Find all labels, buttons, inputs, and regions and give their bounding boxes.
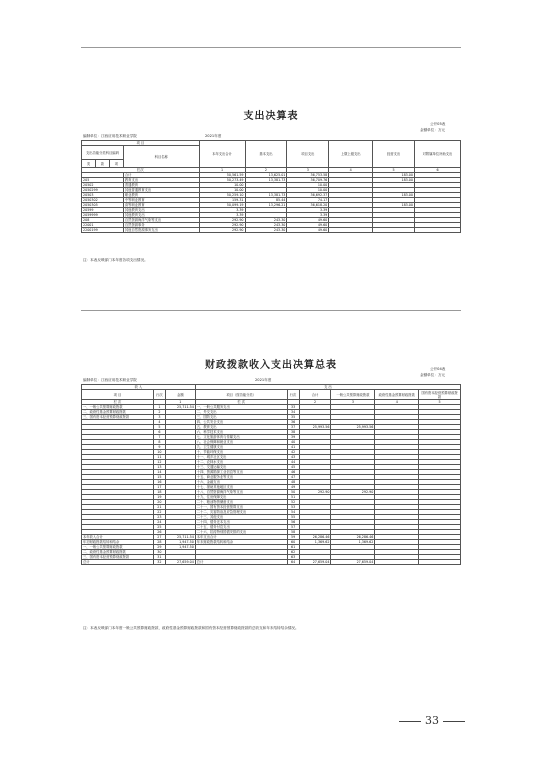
row-total: 25,993.56: [299, 425, 331, 430]
row-income-line: 26: [153, 530, 165, 535]
row-name: 自然资源事务: [123, 223, 199, 228]
row-income-line: 9: [153, 445, 165, 450]
row-code: 2050299: [82, 188, 124, 193]
row-income-line: 10: [153, 450, 165, 455]
row-total: 50,561.59: [199, 173, 245, 178]
row-expense-item: 十、节能环保支出: [195, 450, 287, 455]
doc1-col-subject: 科目名称: [123, 146, 199, 168]
row-name: 其他教育支出: [123, 208, 199, 213]
row-expense-item: 二十、粮油物资储备支出: [195, 500, 287, 505]
doc2-h-income: 收 入: [82, 385, 196, 390]
row-income-amount: 1,947.50: [165, 540, 195, 545]
row-expense-item: 四、公共安全支出: [195, 420, 287, 425]
row-code: 205: [82, 178, 124, 183]
doc2-h-num: 2: [299, 400, 331, 405]
row-income-line: 21: [153, 505, 165, 510]
doc2-h-line: 行次: [153, 390, 165, 400]
doc2-h-expense: 支 出: [195, 385, 460, 390]
row-income-amount: 1,947.50: [165, 545, 195, 550]
row-expense-line: 55: [287, 515, 299, 520]
doc1-col-subsidy: 对附属单位补助支出: [415, 141, 461, 168]
row-expense-item: 十五、商业服务业等支出: [195, 475, 287, 480]
page-number: [395, 714, 469, 727]
row-expense-line: 54: [287, 510, 299, 515]
doc2-table: [81, 384, 461, 565]
doc1-org-label: 编制单位：江西应用技术职业学院: [83, 134, 137, 138]
row-expense-line: 42: [287, 450, 299, 455]
row-total: 292.90: [199, 223, 245, 228]
row-basic: 13,381.73: [245, 193, 287, 198]
row-expense-item: 九、卫生健康支出: [195, 445, 287, 450]
row-basic: 13,625.01: [245, 173, 287, 178]
row-expense-item: 总计: [195, 560, 287, 565]
row-expense-line: 48: [287, 480, 299, 485]
doc1-col-project: 项目支出: [287, 141, 329, 168]
doc1-col-num: 5: [373, 168, 415, 173]
row-expense-line: 35: [287, 415, 299, 420]
doc1-col-num: 3: [287, 168, 329, 173]
row-expense-item: 三、国防支出: [195, 415, 287, 420]
row-expense-line: 53: [287, 505, 299, 510]
row-code: 2050305: [82, 203, 124, 208]
row-project: 10.00: [287, 183, 329, 188]
row-income-item: 一、一般公共预算财政拨款: [82, 405, 154, 410]
row-expense-item: 十一、城乡社区支出: [195, 455, 287, 460]
row-basic: 243.30: [245, 228, 287, 233]
row-expense-item: 十二、农林水支出: [195, 460, 287, 465]
row-name: 中等职业教育: [123, 198, 199, 203]
row-total: 50,273.49: [199, 178, 245, 183]
row-expense-item: 二、外交支出: [195, 410, 287, 415]
table-row: [82, 560, 461, 565]
row-expense-line: 46: [287, 470, 299, 475]
row-code: 22001: [82, 223, 124, 228]
doc2-h-line-2: 行次: [287, 390, 299, 400]
row-code: 2050302: [82, 198, 124, 203]
row-expense-line: 39: [287, 435, 299, 440]
row-income-line: 23: [153, 515, 165, 520]
row-income-item: 三、国有资本经营预算财政拨款: [82, 415, 154, 420]
row-income-line: 3: [153, 415, 165, 420]
row-name: 合计: [123, 173, 199, 178]
doc1-col-basic: 基本支出: [245, 141, 287, 168]
row-expense-line: 59: [287, 535, 299, 540]
row-income-line: 13: [153, 465, 165, 470]
row-income-line: 32: [153, 560, 165, 565]
row-expense-item: 二十四、债务还本支出: [195, 520, 287, 525]
doc1-form-no: 公开05表: [430, 122, 446, 126]
row-name: 职业教育: [123, 193, 199, 198]
row-total: 3.39: [199, 208, 245, 213]
row-income-line: 29: [153, 545, 165, 550]
row-code: 2200199: [82, 228, 124, 233]
row-expense-item: 一、一般公共服务支出: [195, 405, 287, 410]
row-income-line: 22: [153, 510, 165, 515]
row-income-line: 31: [153, 555, 165, 560]
row-project: 36,709.76: [287, 178, 329, 183]
row-income-line: 19: [153, 495, 165, 500]
row-income-item: 二、政府性基金预算财政拨款: [82, 410, 154, 415]
row-income-line: 15: [153, 475, 165, 480]
row-expense-line: 34: [287, 410, 299, 415]
row-expense-line: 41: [287, 445, 299, 450]
row-code: 20503: [82, 193, 124, 198]
row-expense-line: 52: [287, 500, 299, 505]
row-income-line: 17: [153, 485, 165, 490]
table-row: [82, 228, 461, 233]
row-income-item: 一、一般公共预算财政拨款: [82, 545, 154, 550]
row-code: 208: [82, 218, 124, 223]
row-income-line: 2: [153, 410, 165, 415]
row-expense-item: 二十六、抗疫特别国债安排的支出: [195, 530, 287, 535]
row-expense-line: 51: [287, 495, 299, 500]
row-expense-line: 60: [287, 540, 299, 545]
doc1-year: 2021年度: [205, 134, 222, 138]
doc2-h-state: 国有资本经营预算财政拨款: [419, 390, 461, 400]
row-basic: 13,381.73: [245, 178, 287, 183]
row-project: 49.60: [287, 228, 329, 233]
row-income-item: 本年收入合计: [82, 535, 154, 540]
doc1-col-num: 4: [329, 168, 373, 173]
row-expense-item: 十六、金融支出: [195, 480, 287, 485]
doc1-col-kind: 款: [95, 160, 109, 168]
row-expense-line: 49: [287, 485, 299, 490]
row-expense-item: 八、社会保障和就业支出: [195, 440, 287, 445]
row-income-line: 1: [153, 405, 165, 410]
row-general: 1,369.62: [331, 540, 375, 545]
row-state-capital: [419, 560, 461, 565]
row-expense-item: 二十五、债务付息支出: [195, 525, 287, 530]
row-expense-line: 36: [287, 420, 299, 425]
row-name: 其他教育支出: [123, 213, 199, 218]
table-row: [82, 203, 461, 208]
doc2-h-item-expense: 项目（按功能分类）: [195, 390, 287, 400]
row-expense-item: 十九、住房保障支出: [195, 495, 287, 500]
doc2-footnote: 注：本表反映部门本年度一般公共预算财政拨款、政府性基金预算财政拨款和国有资本经营预算财政拨款的总收支和年末结转结余情况。: [83, 626, 299, 630]
row-total: 292.90: [299, 490, 331, 495]
row-expense-item: 二十一、国有资本经营预算支出: [195, 505, 287, 510]
row-income-item: 年初财政拨款结转和结余: [82, 540, 154, 545]
doc2-h-num: 1: [165, 400, 195, 405]
row-income-line: 14: [153, 470, 165, 475]
doc2-h-total: 合计: [299, 390, 331, 400]
doc2-title: 财政拨款收入支出决算总表: [205, 360, 337, 371]
doc2-h-linecol-2: 栏 次: [195, 400, 287, 405]
doc1-col-upper: 上缴上级支出: [329, 141, 373, 168]
row-expense-line: 33: [287, 405, 299, 410]
row-project: 3.39: [287, 213, 329, 218]
row-income-item: 三、国有资本经营预算财政拨款: [82, 555, 154, 560]
row-expense-line: 38: [287, 430, 299, 435]
row-income-line: 8: [153, 440, 165, 445]
doc2-h-gen: 一般公共预算财政拨款: [331, 390, 375, 400]
row-total: 50,099.19: [199, 203, 245, 208]
row-project: 74.17: [287, 198, 329, 203]
doc2-h-num: 5: [419, 400, 461, 405]
row-expense-line: 61: [287, 545, 299, 550]
row-expense-line: 57: [287, 525, 299, 530]
row-income-item: 总计: [82, 560, 154, 565]
row-income-line: 27: [153, 535, 165, 540]
row-basic: 13,296.21: [245, 203, 287, 208]
row-income-line: 12: [153, 460, 165, 465]
row-code: 20599: [82, 208, 124, 213]
doc2-h-linecol: 栏 次: [82, 400, 154, 405]
row-name: 教育支出: [123, 178, 199, 183]
row-income-line: 7: [153, 435, 165, 440]
row-biz: 183.00: [373, 203, 415, 208]
row-income-line: 30: [153, 550, 165, 555]
row-income-amount: 25,711.54: [165, 405, 195, 410]
row-expense-line: 37: [287, 425, 299, 430]
row-income-line: 11: [153, 455, 165, 460]
row-income-line: 4: [153, 420, 165, 425]
row-upper: [329, 228, 373, 233]
row-expense-item: 十七、援助其他地区支出: [195, 485, 287, 490]
row-total: 10.00: [199, 188, 245, 193]
row-expense-line: 47: [287, 475, 299, 480]
row-expense-line: 63: [287, 555, 299, 560]
row-biz: 183.00: [373, 173, 415, 178]
row-basic: 243.30: [245, 223, 287, 228]
row-project: 36,618.20: [287, 203, 329, 208]
row-expense-line: 64: [287, 560, 299, 565]
row-project: 36,692.37: [287, 193, 329, 198]
row-general: 292.90: [331, 490, 375, 495]
row-general: 26,286.46: [331, 535, 375, 540]
row-total: 292.90: [199, 218, 245, 223]
row-project: 36,753.58: [287, 173, 329, 178]
doc2-year: 2021年度: [255, 378, 272, 382]
row-expense-item: 二十三、其他支出: [195, 515, 287, 520]
doc1-footnote: 注：本表反映部门本年度各项支出情况。: [83, 258, 148, 262]
row-income-line: 24: [153, 520, 165, 525]
top-rule-2: [81, 310, 461, 311]
row-total: 10.00: [199, 183, 245, 188]
doc2-org-label: 编制单位：江西应用技术职业学院: [83, 378, 137, 382]
row-sub: [415, 228, 461, 233]
row-income-line: 5: [153, 425, 165, 430]
row-expense-item: 二十二、灾害防治及应急管理支出: [195, 510, 287, 515]
row-total: 292.90: [199, 228, 245, 233]
row-expense-line: 62: [287, 550, 299, 555]
doc1-col-total: 本年支出合计: [199, 141, 245, 168]
row-total: 3.39: [199, 213, 245, 218]
doc1-col-num: 6: [415, 168, 461, 173]
doc2-h-gov: 政府性基金预算财政拨款: [375, 390, 419, 400]
doc2-h-num: 3: [331, 400, 375, 405]
row-expense-item: 十四、资源勘探工业信息等支出: [195, 470, 287, 475]
row-expense-line: 56: [287, 520, 299, 525]
row-income-amount: 25,711.54: [165, 535, 195, 540]
row-project: 49.60: [287, 223, 329, 228]
row-name: 其他自然资源事务支出: [123, 228, 199, 233]
doc1-col-item2: 项: [109, 160, 123, 168]
doc1-unit-note: 金额单位：万元: [420, 128, 446, 132]
doc1-col-num: 1: [199, 168, 245, 173]
doc1-col-item: 项 目: [82, 141, 200, 146]
row-name: 普通教育: [123, 183, 199, 188]
row-project: 3.39: [287, 208, 329, 213]
row-basic: 85.44: [245, 198, 287, 203]
row-income-line: 6: [153, 430, 165, 435]
doc1-col-class: 类: [82, 160, 96, 168]
row-income-line: 16: [153, 480, 165, 485]
row-expense-item: 十三、交通运输支出: [195, 465, 287, 470]
row-expense-line: 43: [287, 455, 299, 460]
row-expense-line: 44: [287, 460, 299, 465]
row-code: 20502: [82, 183, 124, 188]
row-name: 高等职业教育: [123, 203, 199, 208]
doc2-h-amount: 金额: [165, 390, 195, 400]
row-code: 2059999: [82, 213, 124, 218]
doc1-title: 支出决算表: [243, 111, 299, 122]
doc1-col-code-name: 支出功能分类科目编码: [82, 146, 124, 160]
row-expense-line: 58: [287, 530, 299, 535]
row-project: 49.60: [287, 218, 329, 223]
row-project: 10.00: [287, 188, 329, 193]
row-expense-line: 40: [287, 440, 299, 445]
row-total: 50,259.10: [199, 193, 245, 198]
row-income-line: 25: [153, 525, 165, 530]
row-income-item: 二、政府性基金预算财政拨款: [82, 550, 154, 555]
row-basic: 243.30: [245, 218, 287, 223]
row-gov-fund: [375, 560, 419, 565]
doc2-unit-note: 金额单位：万元: [420, 373, 446, 377]
row-name: 自然资源海洋气象等支出: [123, 218, 199, 223]
doc1-table: [81, 140, 461, 233]
row-biz: 183.00: [373, 193, 415, 198]
doc1-col-num: 2: [245, 168, 287, 173]
row-income-line: 20: [153, 500, 165, 505]
row-expense-item: 十八、自然资源海洋气象等支出: [195, 490, 287, 495]
row-total: 1,369.62: [299, 540, 331, 545]
row-income-line: 18: [153, 490, 165, 495]
doc2-h-num: 4: [375, 400, 419, 405]
doc2-form-no: 公开04表: [430, 367, 446, 371]
row-general: 25,993.56: [331, 425, 375, 430]
row-total: 159.31: [199, 198, 245, 203]
row-expense-item: 六、科学技术支出: [195, 430, 287, 435]
row-expense-item: 五、教育支出: [195, 425, 287, 430]
row-expense-line: 50: [287, 490, 299, 495]
row-expense-item: 七、文化旅游体育与传媒支出: [195, 435, 287, 440]
page-number-text: 33: [425, 714, 439, 727]
row-biz: 183.00: [373, 178, 415, 183]
row-expense-item: 年末财政拨款结转和结余: [195, 540, 287, 545]
doc1-col-line: 栏次: [82, 168, 200, 173]
row-total: 27,659.04: [299, 560, 331, 565]
doc1-col-business: 经营支出: [373, 141, 415, 168]
row-name: 其他普通教育支出: [123, 188, 199, 193]
row-income-line: 28: [153, 540, 165, 545]
row-total: 26,286.46: [299, 535, 331, 540]
row-general: 27,659.04: [331, 560, 375, 565]
row-income-amount: 27,659.04: [165, 560, 195, 565]
row-expense-line: 45: [287, 465, 299, 470]
row-expense-item: 本年支出合计: [195, 535, 287, 540]
doc2-h-item: 项 目: [82, 390, 154, 400]
top-rule-1: [81, 47, 461, 48]
row-biz: [373, 228, 415, 233]
